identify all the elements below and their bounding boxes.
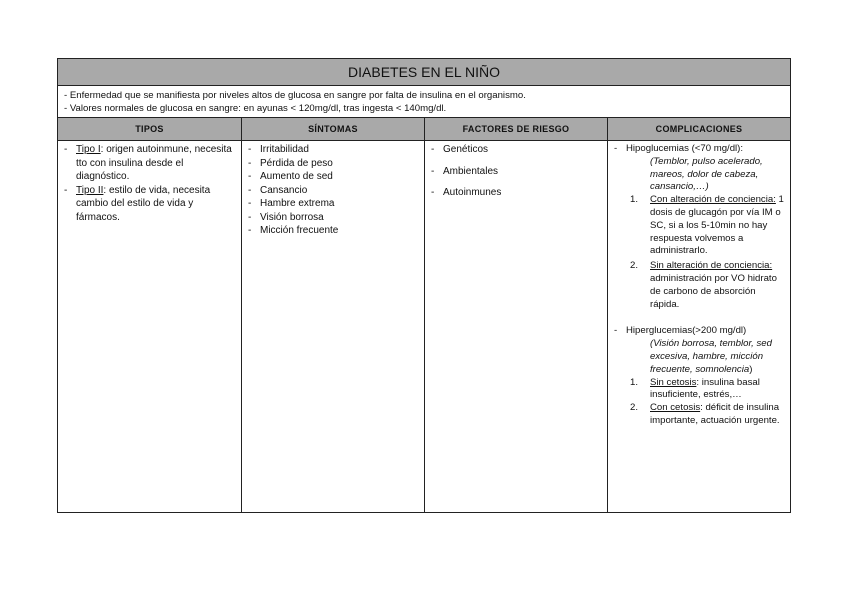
list-item: - Tipo I: origen autoinmune, necesita tto con insulina desde el diagnóstico. [64,144,232,182]
factor: Ambientales [443,165,499,177]
hiper-desc-italic: (Visión borrosa, temblor, sed excesiva, hambre, micción frecuente, somnolencia [650,338,772,375]
list-item: - Aumento de sed [248,171,333,182]
hipo-title: Hipoglucemias (<70 mg/dl): [626,143,744,154]
intro-line: - Valores normales de glucosa en sangre: en ayunas < 120mg/dl, tras ingesta < 140mg/dl. [64,102,784,115]
sintoma: Visión borrosa [260,211,324,223]
header-factores: FACTORES DE RIESGO [424,118,607,140]
table-title: DIABETES EN EL NIÑO [58,59,790,86]
sintoma: Pérdida de peso [260,157,333,169]
diabetes-table [57,58,791,513]
item-text: 1 dosis de glucagón por vía IM o SC, si a los 5-10min no hay respuesta volvemos a administrarlo. [650,194,784,257]
hiper-title: Hiperglucemias(>200 mg/dl) [626,325,747,337]
hiper-desc [614,338,786,376]
list-item: - Hambre extrema [248,198,335,209]
list-item: - Irritabilidad [248,144,309,155]
intro-line: - Enfermedad que se manifiesta por niveles altos de glucosa en sangre por falta de insulina en el organismo. [64,89,784,102]
sintomas-cell [241,141,424,512]
list-item [630,260,786,311]
header-sintomas: SÍNTOMAS [241,118,424,140]
header-tipos: TIPOS [135,124,164,134]
item-number: 1. [630,194,639,206]
header-row [58,118,790,141]
item-number: 2. [630,260,639,272]
content-row [58,141,790,512]
list-item: - Visión borrosa [248,211,324,223]
complicaciones-cell [607,141,790,512]
item-label: Sin cetosis [650,376,697,388]
factor: Autoinmunes [443,187,502,198]
list-item: - Ambientales [431,165,499,177]
list-item: - Autoinmunes [431,187,502,198]
list-item: - Genéticos [431,144,489,155]
item-number: 1. [630,376,639,388]
list-item: - Cansancio [248,184,308,196]
header-complicaciones: COMPLICACIONES [607,118,790,140]
list-item: - Tipo II: estilo de vida, necesita cambio del estilo de vida y fármacos. [64,184,211,223]
item-text: administración por VO hidrato de carbono de absorción rápida. [650,272,777,310]
sintoma: Irritabilidad [260,144,309,155]
item-label: Sin alteración de conciencia: [650,260,773,272]
list-item [630,377,786,403]
list-item: - Pérdida de peso [248,157,333,169]
item-text: : déficit de insulina importante, actuación urgente. [650,402,780,426]
item-text: : insulina basal insuficiente, estrés,… [650,376,760,401]
sintoma: Cansancio [260,184,308,196]
sintoma: Aumento de sed [260,171,333,182]
tipo-label: Tipo I [76,144,101,155]
tipo-text: : origen autoinmune, necesita tto con insulina desde el diagnóstico. [76,144,232,182]
list-item: - Hiperglucemias(>200 mg/dl) [614,325,747,337]
hiper-desc-end: ) [749,363,753,375]
list-item [630,402,786,428]
tipo-text: : estilo de vida, necesita cambio del estilo de vida y fármacos. [76,184,211,223]
item-number: 2. [630,402,639,414]
tipo-label: Tipo II [76,184,104,196]
tipos-cell [58,141,241,512]
sintoma: Hambre extrema [260,198,335,209]
sintoma: Micción frecuente [260,225,339,236]
list-item: - Hipoglucemias (<70 mg/dl): [614,143,744,154]
list-item: - Micción frecuente [248,225,339,236]
item-label: Con alteración de conciencia: [650,194,776,206]
factores-cell [424,141,607,512]
item-label: Con cetosis [650,402,701,414]
factor: Genéticos [443,144,489,155]
list-item [630,194,786,258]
intro-section [58,86,790,118]
hipo-desc: (Temblor, pulso acelerado, mareos, dolor de cabeza, cansancio,…) [650,155,763,193]
